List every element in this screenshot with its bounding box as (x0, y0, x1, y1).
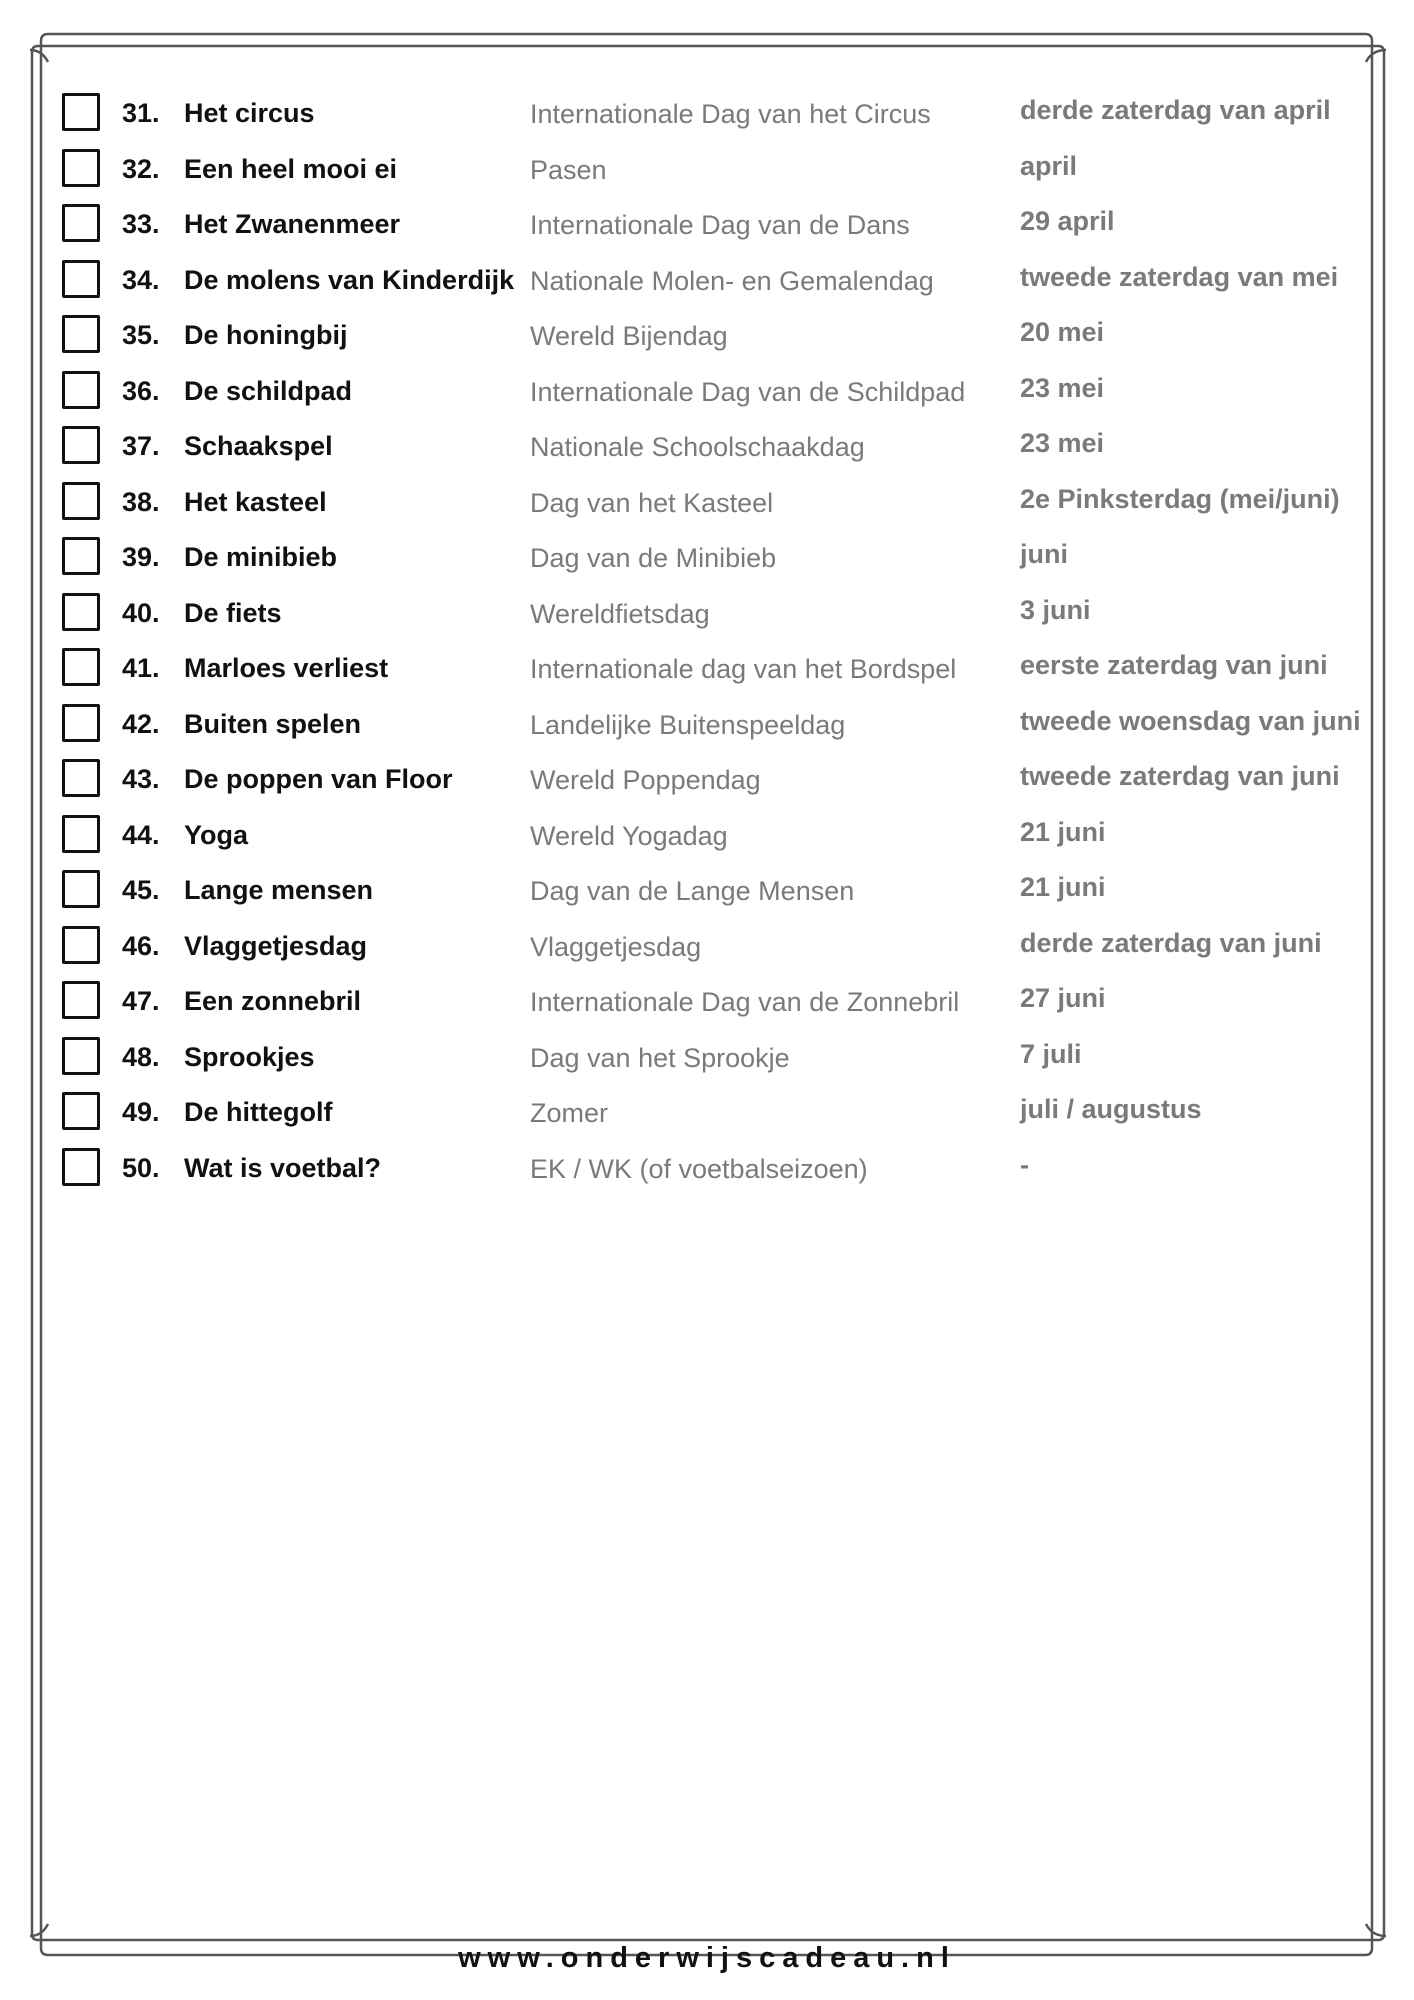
item-occasion: Wereld Bijendag (530, 321, 728, 351)
item-occasion: Pasen (530, 154, 607, 185)
list-item (60, 149, 1360, 205)
item-occasion: Landelijke Buitenspeeldag (530, 709, 846, 740)
item-title: Wat is voetbal? (184, 1152, 382, 1183)
item-occasion: Dag van de Minibieb (530, 543, 777, 573)
list-item (60, 93, 1360, 149)
checkbox[interactable] (62, 260, 100, 298)
item-date: 20 mei (1020, 317, 1105, 347)
item-title: De schildpad (184, 375, 353, 406)
checkbox[interactable] (62, 870, 100, 908)
item-occasion: Nationale Schoolschaakdag (530, 432, 865, 462)
item-title: Lange mensen (184, 875, 374, 905)
item-number: 49. (122, 1097, 160, 1127)
item-number: 43. (122, 764, 160, 794)
item-occasion: Vlaggetjesdag (530, 931, 702, 962)
item-occasion: Internationale Dag van de Dans (530, 210, 910, 240)
item-number: 50. (122, 1152, 160, 1183)
item-title: De hittegolf (184, 1097, 333, 1127)
item-title: Een zonnebril (184, 986, 362, 1016)
item-title: De molens van Kinderdijk (184, 264, 515, 295)
checkbox[interactable] (62, 593, 100, 631)
checkbox[interactable] (62, 93, 100, 131)
item-occasion: Internationale Dag van de Zonnebril (530, 987, 960, 1017)
checkbox[interactable] (62, 648, 100, 686)
item-date: - (1020, 1149, 1029, 1180)
item-number: 34. (122, 264, 160, 295)
item-date: april (1020, 150, 1078, 181)
item-date: 3 juni (1020, 594, 1091, 625)
item-number: 41. (122, 653, 160, 683)
checkbox[interactable] (62, 204, 100, 242)
item-date: juli / augustus (1020, 1094, 1202, 1124)
item-title: Schaakspel (184, 431, 333, 461)
list-item (60, 426, 1360, 482)
item-occasion: Dag van het Kasteel (530, 487, 774, 518)
item-occasion: Wereldfietsdag (530, 598, 710, 629)
item-number: 33. (122, 209, 160, 239)
list-item (60, 593, 1360, 649)
item-title: Marloes verliest (184, 653, 389, 683)
item-date: 23 mei (1020, 428, 1105, 458)
item-title: Yoga (184, 819, 249, 850)
list-item (60, 1037, 1360, 1093)
list-item (60, 1148, 1360, 1204)
item-occasion: Wereld Yogadag (530, 820, 728, 851)
item-title: De fiets (184, 597, 282, 628)
item-title: Het circus (184, 98, 315, 128)
item-title: De honingbij (184, 320, 348, 350)
item-occasion: Zomer (530, 1098, 609, 1128)
item-title: Een heel mooi ei (184, 153, 398, 184)
list-item (60, 926, 1360, 982)
item-occasion: Internationale Dag van het Circus (530, 99, 931, 129)
item-title: Sprookjes (184, 1041, 315, 1072)
checkbox[interactable] (62, 482, 100, 520)
item-date: 7 juli (1020, 1038, 1082, 1069)
list-item (60, 315, 1360, 371)
item-number: 31. (122, 98, 160, 128)
checkbox[interactable] (62, 815, 100, 853)
list-item (60, 815, 1360, 871)
checklist (60, 93, 1360, 1203)
item-date: tweede zaterdag van juni (1020, 761, 1340, 791)
checkbox[interactable] (62, 981, 100, 1019)
item-occasion: Nationale Molen- en Gemalendag (530, 265, 934, 296)
item-number: 38. (122, 486, 160, 517)
item-number: 39. (122, 542, 160, 572)
item-title: De poppen van Floor (184, 764, 453, 794)
item-title: Vlaggetjesdag (184, 930, 368, 961)
item-number: 37. (122, 431, 160, 461)
item-number: 44. (122, 819, 160, 850)
item-date: 21 juni (1020, 816, 1106, 847)
list-item (60, 1092, 1360, 1148)
item-date: eerste zaterdag van juni (1020, 650, 1328, 680)
item-title: Het Zwanenmeer (184, 209, 401, 239)
checkbox[interactable] (62, 1092, 100, 1130)
list-item (60, 537, 1360, 593)
list-item (60, 704, 1360, 760)
item-occasion: EK / WK (of voetbalseizoen) (530, 1153, 868, 1184)
item-number: 42. (122, 708, 160, 739)
item-number: 40. (122, 597, 160, 628)
item-date: tweede woensdag van juni (1020, 705, 1361, 736)
item-date: tweede zaterdag van mei (1020, 261, 1339, 292)
item-number: 32. (122, 153, 160, 184)
item-occasion: Wereld Poppendag (530, 765, 761, 795)
item-number: 45. (122, 875, 160, 905)
list-item (60, 204, 1360, 260)
item-number: 47. (122, 986, 160, 1016)
item-date: 21 juni (1020, 872, 1106, 902)
list-item (60, 260, 1360, 316)
item-title: De minibieb (184, 542, 338, 572)
checkbox[interactable] (62, 371, 100, 409)
checkbox[interactable] (62, 149, 100, 187)
checkbox[interactable] (62, 759, 100, 797)
list-item (60, 759, 1360, 815)
checkbox[interactable] (62, 926, 100, 964)
checkbox[interactable] (62, 1148, 100, 1186)
item-date: derde zaterdag van april (1020, 95, 1331, 125)
checkbox[interactable] (62, 426, 100, 464)
list-item (60, 648, 1360, 704)
item-date: juni (1020, 539, 1068, 569)
item-title: Buiten spelen (184, 708, 362, 739)
item-occasion: Internationale dag van het Bordspel (530, 654, 957, 684)
list-item (60, 981, 1360, 1037)
footer-url[interactable]: www.onderwijscadeau.nl (458, 1942, 956, 1974)
item-number: 46. (122, 930, 160, 961)
item-date: derde zaterdag van juni (1020, 927, 1322, 958)
list-item (60, 371, 1360, 427)
item-title: Het kasteel (184, 486, 327, 517)
checkbox[interactable] (62, 1037, 100, 1075)
item-occasion: Dag van het Sprookje (530, 1042, 790, 1073)
item-occasion: Internationale Dag van de Schildpad (530, 376, 966, 407)
item-number: 36. (122, 375, 160, 406)
item-date: 2e Pinksterdag (mei/juni) (1020, 483, 1340, 514)
item-occasion: Dag van de Lange Mensen (530, 876, 855, 906)
item-date: 23 mei (1020, 372, 1105, 403)
item-number: 35. (122, 320, 160, 350)
list-item (60, 482, 1360, 538)
item-date: 29 april (1020, 206, 1115, 236)
checkbox[interactable] (62, 704, 100, 742)
item-number: 48. (122, 1041, 160, 1072)
checkbox[interactable] (62, 315, 100, 353)
item-date: 27 juni (1020, 983, 1106, 1013)
list-item (60, 870, 1360, 926)
checkbox[interactable] (62, 537, 100, 575)
